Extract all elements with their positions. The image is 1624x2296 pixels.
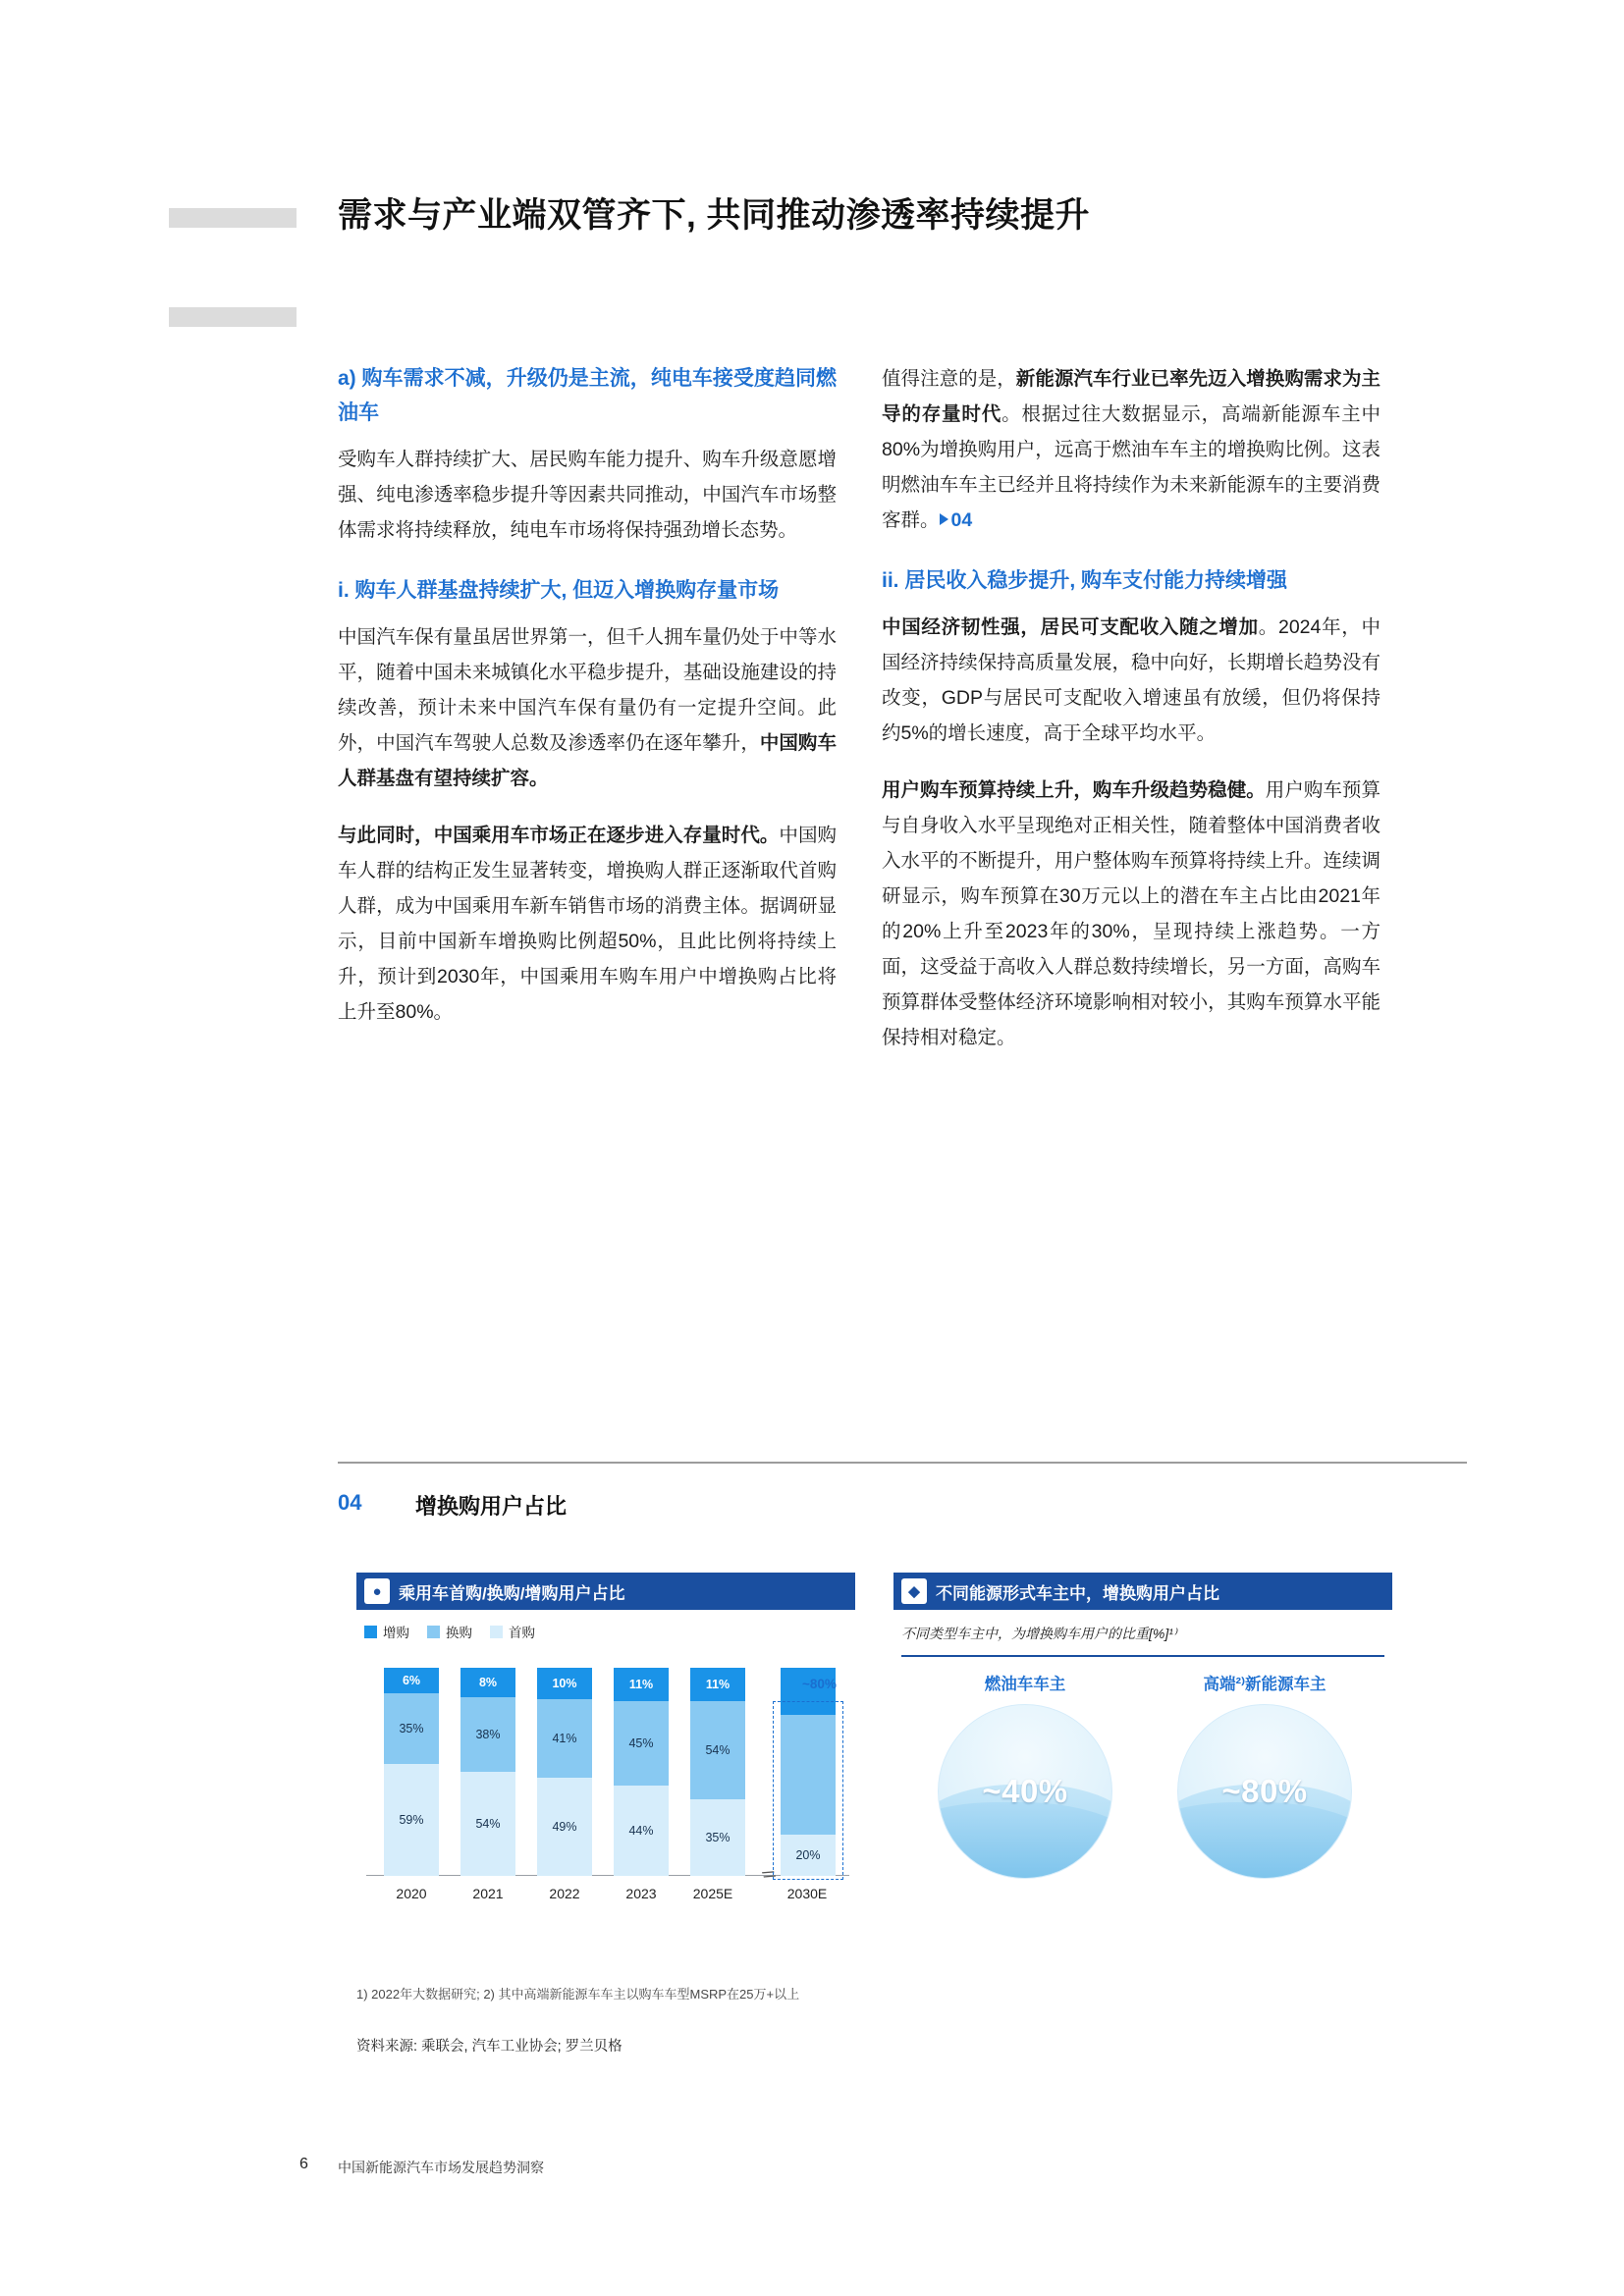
bar-segment-huangou — [537, 1699, 592, 1778]
bubble-panel-header — [893, 1573, 1392, 1610]
bubble-group-fuel — [911, 1671, 1139, 1879]
bar-value-huangou: 35% — [399, 1721, 424, 1735]
exhibit-reference-label: 04 — [950, 509, 973, 531]
bar-value-zenggou: 11% — [705, 1677, 731, 1691]
bar-value-zenggou: 8% — [478, 1675, 498, 1689]
right-text-column — [882, 361, 1380, 1077]
paragraph-a1: 受购车人群持续扩大、居民购车能力提升、购车升级意愿增强、纯电渗透率稳步提升等因素共同推动，中国汽车市场整体需求将持续释放，纯电车市场将保持强劲增长态势。 — [338, 449, 837, 541]
bar-segment-zenggou — [460, 1668, 515, 1697]
bubble-group-nev — [1151, 1671, 1379, 1879]
left-text-column — [338, 361, 837, 1051]
bar-segment-zenggou — [614, 1668, 669, 1701]
bar-value-shougou: 59% — [399, 1812, 424, 1827]
paragraph-r1-b: 新能源汽车行业已率先迈入增换购需求为主导的存量时代 — [882, 368, 1380, 425]
paragraph-r2-plain: 。2024年，中国经济持续保持高质量发展，稳中向好，长期增长趋势没有改变，GDP与居民可支配收入增速虽有放缓，但仍将保持约5%的增长速度，高于全球平均水平。 — [882, 616, 1380, 744]
bar-value-zenggou: 10% — [552, 1676, 577, 1690]
bar-group-2023 — [614, 1668, 669, 1876]
bar-group-2025e — [690, 1668, 745, 1876]
wave-shape-secondary — [938, 1802, 1112, 1879]
chart-legend — [364, 1622, 535, 1641]
highlight-box-2030e — [773, 1701, 843, 1880]
heading-ii: ii. 居民收入稳步提升, 购车支付能力持续增强 — [882, 569, 1288, 592]
bar-segment-shougou — [384, 1764, 439, 1876]
legend-swatch-zenggou — [364, 1626, 377, 1638]
bar-value-shougou: 54% — [475, 1816, 501, 1831]
bar-segment-shougou — [460, 1772, 515, 1876]
decorative-bar-bottom — [169, 307, 297, 327]
x-tick-2023: 2023 — [625, 1886, 657, 1901]
bubble-nev — [1177, 1704, 1352, 1879]
bar-value-shougou: 35% — [705, 1830, 731, 1844]
bar-segment-shougou — [614, 1786, 669, 1876]
bubble-chart-panel — [893, 1573, 1392, 1965]
bar-segment-zenggou — [690, 1668, 745, 1701]
bar-segment-shougou — [537, 1778, 592, 1876]
wave-shape-secondary — [1177, 1802, 1352, 1879]
chart-plot-area — [366, 1651, 849, 1901]
legend-label-huangou: 换购 — [446, 1626, 472, 1640]
bar-value-huangou: 45% — [628, 1735, 654, 1750]
bar-value-shougou: 49% — [552, 1819, 577, 1834]
x-tick-2022: 2022 — [549, 1886, 580, 1901]
paragraph-r3-bold: 用户购车预算持续上升，购车升级趋势稳健。 — [882, 779, 1266, 801]
paragraph-r1-c: 。根据过往大数据显示，高端新能源车主中80%为增换购用户，远高于燃油车车主的增换购比例。这表明燃油车车主已经并且将持续作为未来新能源车的主要消费客群。 — [882, 403, 1380, 531]
paragraph-i1-plain: 中国汽车保有量虽居世界第一，但千人拥车量仍处于中等水平，随着中国未来城镇化水平稳步提升，基础设施建设的持续改善，预计未来中国汽车保有量仍有一定提升空间。此外，中国汽车驾驶人总数及渗透率仍在逐年攀升， — [338, 626, 837, 754]
bubble-caption-fuel: 燃油车车主 — [984, 1676, 1066, 1693]
car-icon: ● — [364, 1578, 390, 1604]
legend-swatch-shougou — [490, 1626, 503, 1638]
x-tick-2025e: 2025E — [692, 1886, 733, 1901]
bar-value-huangou: 38% — [475, 1727, 501, 1741]
bar-value-zenggou: 11% — [628, 1677, 654, 1691]
bubble-fuel — [938, 1704, 1112, 1879]
x-tick-2030e: 2030E — [786, 1886, 828, 1901]
x-tick-2020: 2020 — [396, 1886, 427, 1901]
legend-item-shougou — [490, 1622, 535, 1641]
page-number: 6 — [299, 2156, 308, 2172]
legend-label-shougou: 首购 — [509, 1626, 535, 1640]
bubble-value-nev: ~80% — [1221, 1773, 1308, 1809]
x-tick-2021: 2021 — [472, 1886, 504, 1901]
bar-value-huangou: 54% — [705, 1742, 731, 1757]
bar-group-2020 — [384, 1668, 439, 1876]
exhibit-divider — [338, 1462, 1467, 1464]
heading-i: i. 购车人群基盘持续扩大, 但迈入增换购存量市场 — [338, 579, 780, 602]
bar-value-shougou: 44% — [628, 1823, 654, 1838]
page-title: 需求与产业端双管齐下, 共同推动渗透率持续提升 — [338, 196, 1090, 235]
paragraph-i2-plain: 中国购车人群的结构正发生显著转变，增换购人群正逐渐取代首购人群，成为中国乘用车新车销售市场的消费主体。据调研显示，目前中国新车增换购比例超50%，且此比例将持续上升，预计到2030年，中国乘用车购车用户中增换购占比将上升至80%。 — [338, 825, 837, 1023]
paragraph-r1-a: 值得注意的是， — [882, 368, 1016, 390]
paragraph-i2-bold: 与此同时，中国乘用车市场正在逐步进入存量时代。 — [338, 825, 780, 846]
legend-item-zenggou — [364, 1622, 409, 1641]
legend-item-huangou — [427, 1622, 472, 1641]
bar-value-huangou: 41% — [552, 1731, 577, 1745]
chart-source: 资料来源: 乘联会, 汽车工业协会; 罗兰贝格 — [356, 2039, 623, 2055]
bar-segment-huangou — [614, 1701, 669, 1786]
ev-icon: ◆ — [901, 1578, 927, 1604]
bar-segment-zenggou — [537, 1668, 592, 1699]
footer-document-title: 中国新能源汽车市场发展趋势洞察 — [338, 2160, 544, 2175]
paragraph-i1 — [338, 619, 837, 796]
bar-segment-shougou — [690, 1799, 745, 1876]
bar-group-2022 — [537, 1668, 592, 1876]
triangle-right-icon — [940, 513, 948, 525]
exhibit-number: 04 — [338, 1490, 362, 1515]
bubble-panel-title: 不同能源形式车主中，增换购用户占比 — [936, 1583, 1219, 1603]
bar-segment-huangou — [384, 1693, 439, 1764]
decorative-bar-top — [169, 208, 297, 228]
chart-panel-title: 乘用车首购/换购/增购用户占比 — [399, 1583, 625, 1603]
paragraph-i1-bold: 中国购车人群基盘有望持续扩容。 — [338, 732, 837, 789]
heading-a: a) 购车需求不减，升级仍是主流，纯电车接受度趋同燃油车 — [338, 367, 837, 424]
paragraph-r2-bold: 中国经济韧性强，居民可支配收入随之增加 — [882, 616, 1259, 638]
paragraph-r3 — [882, 773, 1380, 1055]
paragraph-r2 — [882, 610, 1380, 751]
bubble-value-fuel: ~40% — [982, 1773, 1068, 1809]
paragraph-r3-plain: 用户购车预算与自身收入水平呈现绝对正相关性，随着整体中国消费者收入水平的不断提升，用户整体购车预算将持续上升。连续调研显示，购车预算在30万元以上的潜在车主占比由2021年的20%上升至2023年的30%，呈现持续上涨趋势。一方面，这受益于高收入人群总数持续增长，另一方面，高购车预算群体受整体经济环境影响相对较小，其购车预算水平能保持相对稳定。 — [882, 779, 1380, 1048]
legend-swatch-huangou — [427, 1626, 440, 1638]
bar-group-2021 — [460, 1668, 515, 1876]
bubble-panel-divider — [901, 1655, 1384, 1657]
annotation-80pct: ~80% — [802, 1677, 837, 1691]
legend-label-zenggou: 增购 — [383, 1626, 409, 1640]
bar-value-shougou: 20% — [795, 1847, 821, 1862]
chart-footnote: 1) 2022年大数据研究; 2) 其中高端新能源车车主以购车车型MSRP在25万+以上 — [356, 1987, 800, 2002]
bubble-caption-nev: 高端²⁾新能源车主 — [1203, 1676, 1326, 1693]
bar-segment-zenggou — [384, 1668, 439, 1693]
bar-segment-huangou — [460, 1697, 515, 1772]
bar-value-zenggou: 6% — [402, 1673, 421, 1687]
bubble-panel-subnote: 不同类型车主中，为增换购车用户的比重[%]¹⁾ — [901, 1626, 1177, 1641]
exhibit-reference-04[interactable] — [940, 509, 973, 531]
bar-segment-huangou — [690, 1701, 745, 1799]
exhibit-title: 增换购用户占比 — [415, 1494, 568, 1519]
axis-break-icon: // — [758, 1867, 778, 1882]
chart-panel-header — [356, 1573, 855, 1610]
paragraph-i2 — [338, 818, 837, 1030]
stacked-bar-chart-panel — [356, 1573, 855, 1965]
paragraph-r1 — [882, 361, 1380, 538]
